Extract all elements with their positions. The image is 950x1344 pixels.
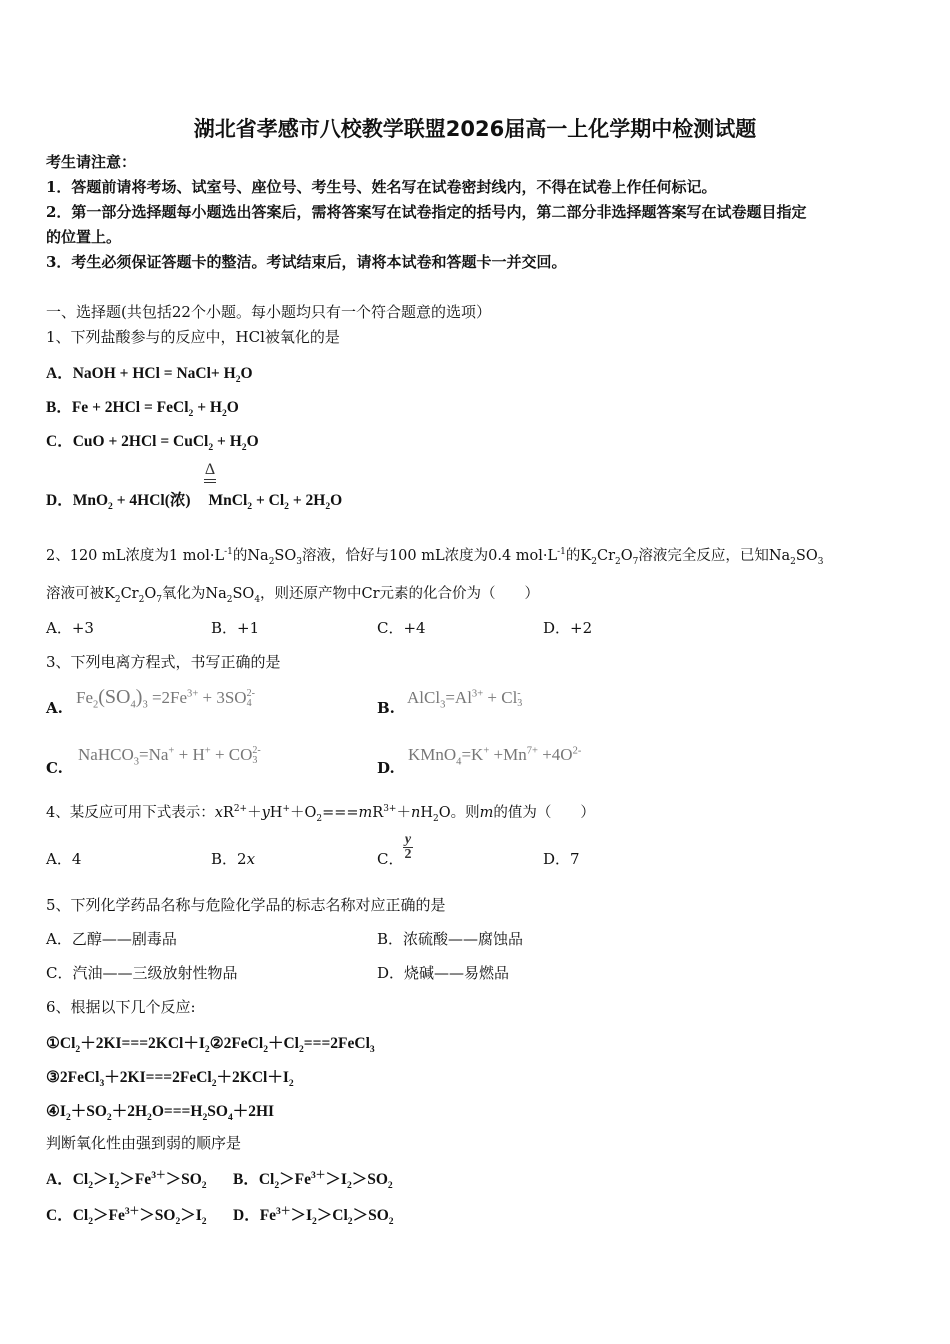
page-title: 湖北省孝感市八校教学联盟2026届高一上化学期中检测试题	[193, 117, 757, 141]
q3-label-a: A.	[46, 699, 63, 717]
q3-equation-c: NaHCO$_3$=Na+ + H+ + CO 2- 3	[78, 745, 261, 768]
notice-heading: 考生请注意：	[46, 153, 137, 171]
q1-option-a: A．NaOH + HCl = NaCl+ $H_2O$	[46, 365, 253, 386]
q1-stem: 1、下列盐酸参与的反应中，HCl被氧化的是	[46, 328, 340, 346]
q3-equation-b: $AlCl_3=Al^{3+} + Cl$ - 3	[407, 688, 523, 711]
q4-option-b: B．2x	[211, 850, 256, 868]
q5-option-a: A．乙醇——剧毒品	[46, 930, 177, 948]
q6-option-c: C．$Cl_2>Fe^{3+}>SO_2>I_2$	[46, 1205, 207, 1228]
q4-stem: 4、某反应可用下式表示：$xR^{2+}+yH^++O_2===mR^{3+}+nH_2O$。则m的值为（ ）	[46, 804, 595, 824]
q3-label-b: B.	[377, 699, 395, 717]
q4-option-c-fraction: y 2	[404, 832, 412, 862]
notice-item-2: 2．第一部分选择题每小题选出答案后，需将答案写在试卷指定的括号内，第二部分非选择题答案写在试卷题目指定	[46, 203, 807, 221]
q6-option-d: D．$Fe^{3+}>I_2>Cl_2>SO_2$	[233, 1205, 394, 1228]
q6-option-b: B．$Cl_2>Fe^{3+}>I_2>SO_2$	[233, 1169, 393, 1192]
q2-option-c: C．+4	[377, 619, 426, 637]
q2-option-a: A．+3	[46, 619, 94, 637]
q1-option-d: D．MnO$_2$ + 4HCl(浓) MnCl$_2$ + $Cl_2 + 2H_2O$	[46, 492, 343, 513]
q2-option-b: B．+1	[211, 619, 260, 637]
q6-option-a: A．$Cl_2>I_2>Fe^{3+}>SO_2$	[46, 1169, 207, 1192]
q3-label-d: D.	[377, 759, 395, 777]
q3-stem: 3、下列电离方程式，书写正确的是	[46, 653, 281, 671]
q4-option-a: A．4	[46, 850, 82, 868]
q1-option-b: B．Fe + 2HCl = FeCl$_2$ + $H_2O$	[46, 399, 239, 420]
heat-symbol: Δ	[203, 463, 217, 483]
q5-stem: 5、下列化学药品名称与危险化学品的标志名称对应正确的是	[46, 896, 446, 914]
notice-item-2-cont: 的位置上。	[46, 228, 122, 246]
q6-judge: 判断氧化性由强到弱的顺序是	[46, 1134, 242, 1152]
q2-stem-line1: 2、120 mL浓度为1 $mol\cdot L^{-1}$的$Na_2SO_3$溶液，恰好与100 mL浓度为0.4 $mol\cdot L^{-1}$的$K_2Cr_2O_7$溶液完全反应，已知$Na_2SO_3$	[46, 547, 824, 567]
q5-option-b: B．浓硫酸——腐蚀品	[377, 930, 524, 948]
q6-reaction-1-2: $①Cl_2+2KI===2KCl+I_2②2FeCl_2+Cl_2===2FeCl_3$	[46, 1035, 375, 1056]
q5-option-c: C．汽油——三级放射性物品	[46, 964, 238, 982]
section-heading: 一、选择题(共包括22个小题。每小题均只有一个符合题意的选项）	[46, 303, 491, 321]
q3-label-c: C.	[46, 759, 63, 777]
q4-option-c: C．	[377, 850, 404, 868]
q5-option-d: D．烧碱——易燃品	[377, 964, 510, 982]
q6-reaction-3: $③2FeCl_3+2KI===2FeCl_2+2KCl+I_2$	[46, 1069, 294, 1090]
q4-option-d: D．7	[543, 850, 580, 868]
q2-stem-line2: 溶液可被$K_2Cr_2O_7$氧化为$Na_2SO_4$，则还原产物中Cr元素的化合价为（ ）	[46, 586, 540, 605]
q3-equation-a: $Fe_2(SO_4)_3 =2Fe^{3+} + 3SO$ 2- 4	[76, 686, 255, 711]
q6-reaction-4: $④I_2+SO_2+2H_2O===H_2SO_4+2HI$	[46, 1103, 275, 1124]
notice-item-3: 3．考生必须保证答题卡的整洁。考试结束后，请将本试卷和答题卡一并交回。	[46, 253, 567, 271]
q1-option-c: C．CuO + 2HCl = CuCl$_2$ + $H_2O$	[46, 433, 259, 454]
q6-stem: 6、根据以下几个反应:	[46, 998, 196, 1016]
q2-option-d: D．+2	[543, 619, 593, 637]
notice-item-1: 1．答题前请将考场、试室号、座位号、考生号、姓名写在试卷密封线内，不得在试卷上作任何标记。	[46, 178, 717, 196]
q3-equation-d: KMnO$_4$=K+ $+Mn^{7+} +4O^{2-}$	[408, 745, 582, 768]
